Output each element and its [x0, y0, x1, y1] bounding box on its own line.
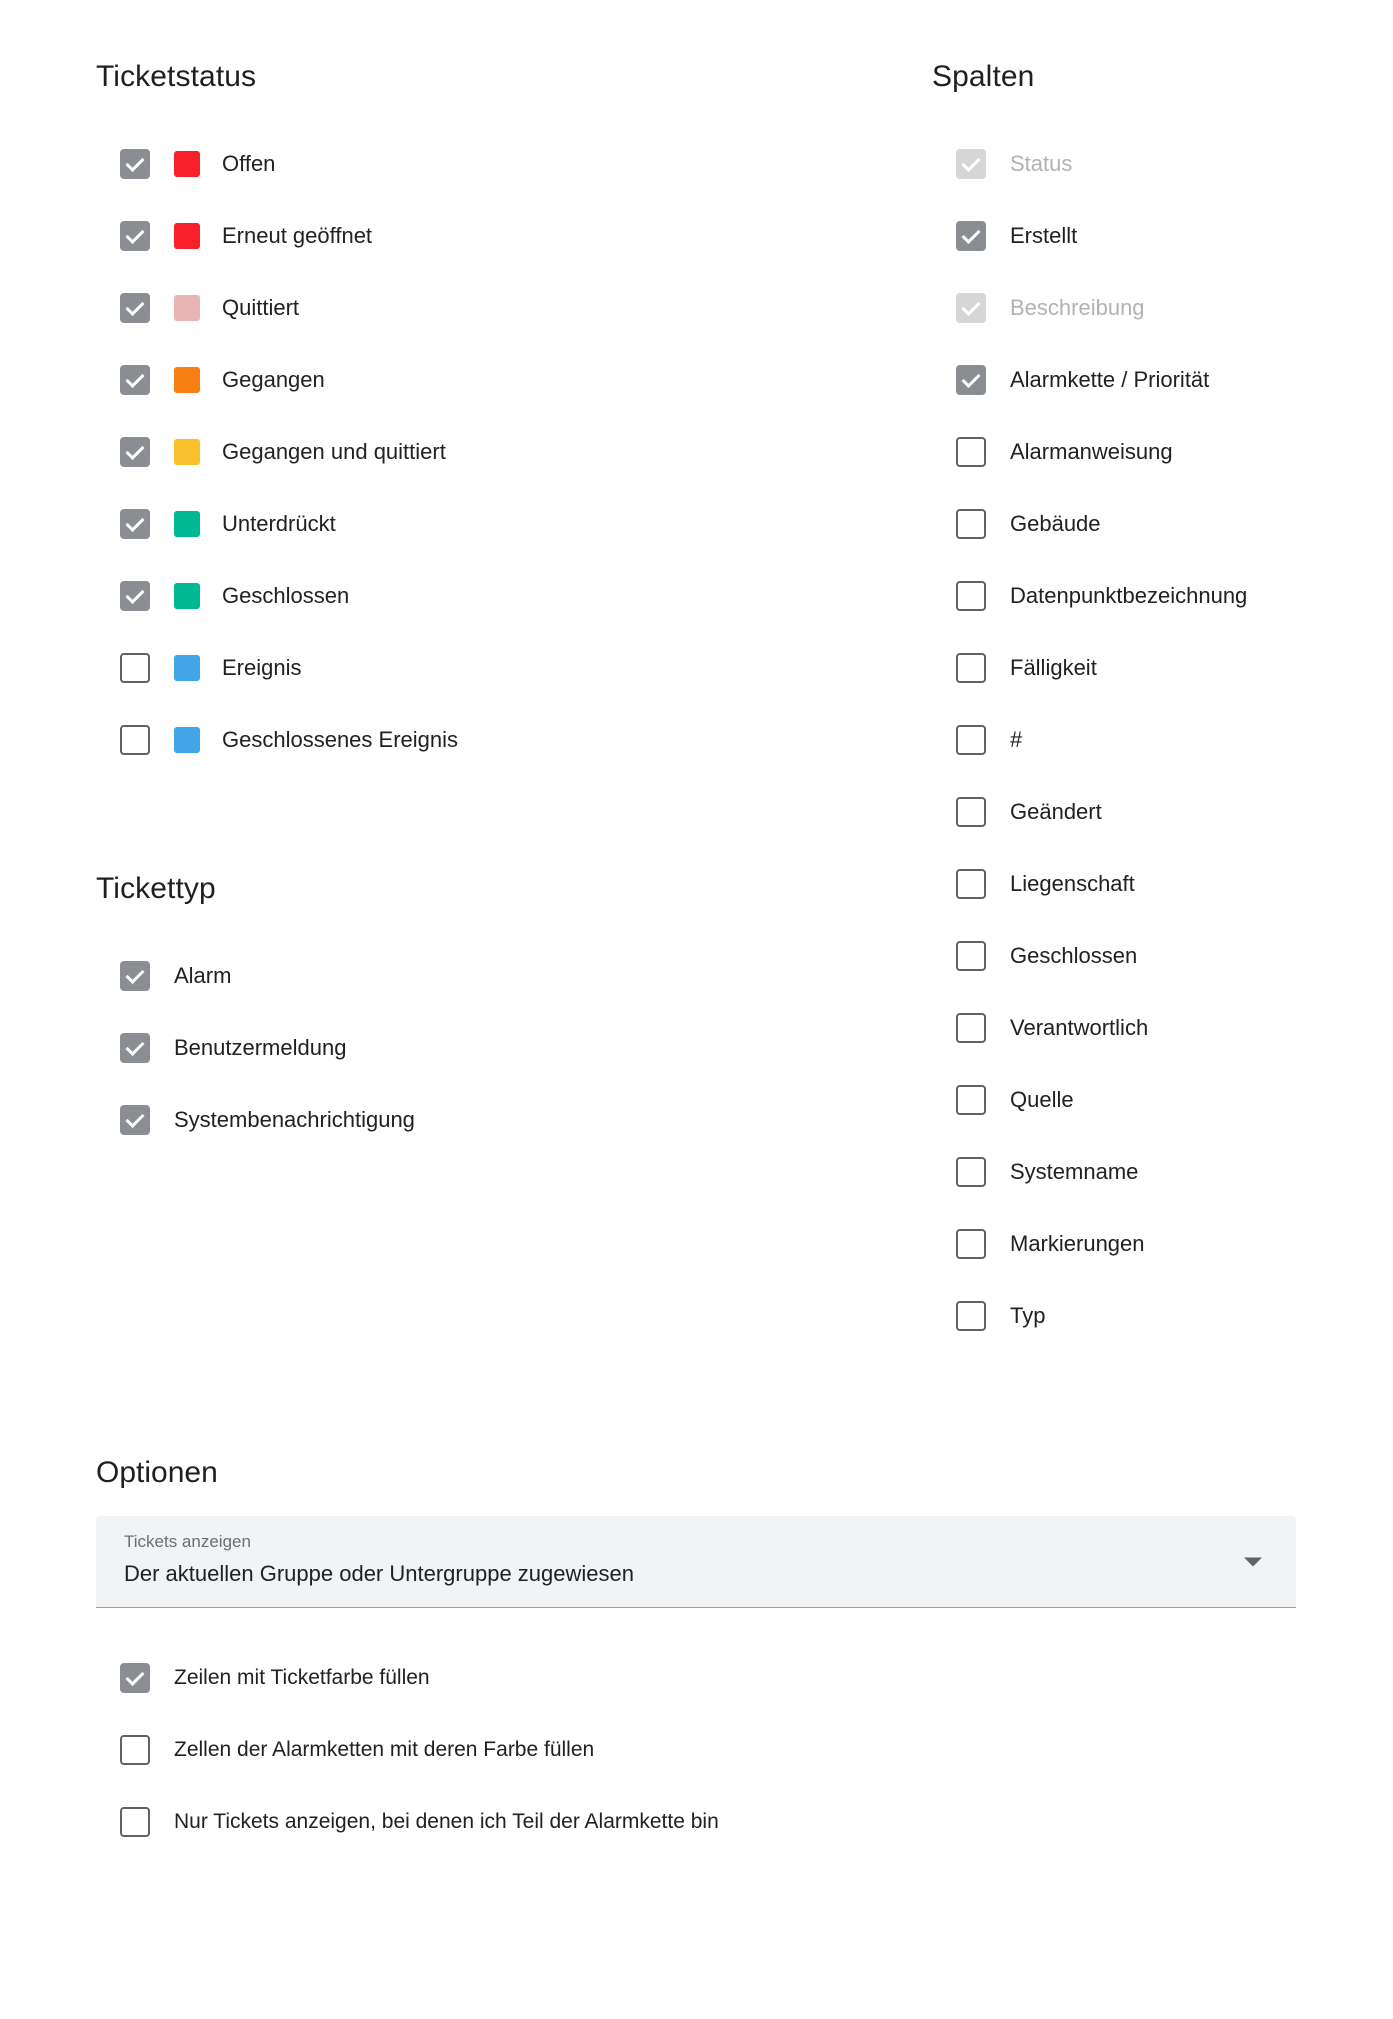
check-row[interactable]: [96, 704, 932, 776]
checkbox-unchecked-icon[interactable]: [956, 869, 986, 899]
check-row-label: Nur Tickets anzeigen, bei denen ich Teil der Alarmkette bin: [174, 1810, 719, 1834]
ticketstatus-list: [96, 128, 932, 776]
checkbox-unchecked-icon[interactable]: [956, 581, 986, 611]
check-row[interactable]: [932, 1136, 1297, 1208]
check-row[interactable]: [96, 200, 932, 272]
checkbox-checked-icon[interactable]: [120, 437, 150, 467]
check-row-label: Markierungen: [1010, 1230, 1145, 1256]
tickets-anzeigen-select[interactable]: [96, 1516, 1296, 1608]
check-row-label: Offen: [222, 150, 276, 176]
checkbox-unchecked-icon[interactable]: [956, 509, 986, 539]
check-row-label: Systembenachrichtigung: [174, 1106, 415, 1132]
checkbox-unchecked-icon[interactable]: [956, 1301, 986, 1331]
status-color-swatch: [174, 295, 200, 321]
settings-columns: [96, 60, 1297, 1352]
checkbox-checked-icon[interactable]: [120, 149, 150, 179]
checkbox-unchecked-icon[interactable]: [120, 653, 150, 683]
check-row-label: Geschlossen: [1010, 942, 1138, 968]
check-row[interactable]: [96, 416, 932, 488]
check-row-label: Zeilen mit Ticketfarbe füllen: [174, 1666, 430, 1690]
check-row[interactable]: [96, 344, 932, 416]
checkbox-checked-icon[interactable]: [956, 365, 986, 395]
checkbox-checked-icon[interactable]: [120, 961, 150, 991]
check-row[interactable]: [932, 920, 1297, 992]
check-row[interactable]: [932, 1280, 1297, 1352]
check-row-label: Geschlossenes Ereignis: [222, 726, 459, 752]
check-row-label: Erneut geöffnet: [222, 222, 373, 248]
check-row[interactable]: [932, 704, 1297, 776]
optionen-heading: Optionen: [96, 1456, 218, 1489]
ticketstatus-heading: Ticketstatus: [96, 60, 257, 93]
checkbox-checked-icon[interactable]: [120, 1033, 150, 1063]
check-row[interactable]: [932, 992, 1297, 1064]
check-row[interactable]: [932, 272, 1297, 344]
check-row[interactable]: [96, 1012, 932, 1084]
checkbox-unchecked-icon[interactable]: [120, 725, 150, 755]
check-row-label: Systemname: [1010, 1158, 1139, 1184]
check-row-label: #: [1010, 726, 1023, 752]
check-row[interactable]: [932, 200, 1297, 272]
checkbox-unchecked-icon[interactable]: [956, 1229, 986, 1259]
check-row[interactable]: [96, 940, 932, 1012]
check-row-label: Fälligkeit: [1010, 654, 1097, 680]
checkbox-unchecked-icon[interactable]: [956, 941, 986, 971]
tickets-anzeigen-value: Der aktuellen Gruppe oder Untergruppe zugewiesen: [124, 1561, 634, 1587]
checkbox-checked-icon[interactable]: [120, 581, 150, 611]
checkbox-checked-icon[interactable]: [120, 365, 150, 395]
check-row[interactable]: [96, 1714, 1297, 1786]
check-row-label: Ereignis: [222, 654, 302, 680]
check-row[interactable]: [932, 632, 1297, 704]
status-color-swatch: [174, 511, 200, 537]
status-color-swatch: [174, 151, 200, 177]
checkbox-checked-icon[interactable]: [120, 509, 150, 539]
check-row[interactable]: [932, 1064, 1297, 1136]
checkbox-checked-icon[interactable]: [120, 293, 150, 323]
check-row[interactable]: [932, 776, 1297, 848]
checkbox-unchecked-icon[interactable]: [120, 1807, 150, 1837]
check-row[interactable]: [96, 488, 932, 560]
check-row-label: Gegangen und quittiert: [222, 438, 446, 464]
checkbox-checked-icon[interactable]: [120, 1663, 150, 1693]
check-row[interactable]: [932, 488, 1297, 560]
left-column: [96, 60, 932, 1156]
check-row-label: Gegangen: [222, 366, 325, 392]
checkbox-unchecked-icon[interactable]: [956, 653, 986, 683]
check-row-label: Beschreibung: [1010, 294, 1145, 320]
check-row[interactable]: [932, 1208, 1297, 1280]
check-row-label: Quittiert: [222, 294, 300, 320]
check-row-label: Status: [1010, 150, 1073, 176]
checkbox-unchecked-icon[interactable]: [120, 1735, 150, 1765]
checkbox-unchecked-icon[interactable]: [956, 1085, 986, 1115]
check-row-label: Geändert: [1010, 798, 1102, 824]
right-column: [932, 60, 1297, 1352]
check-row-label: Datenpunktbezeichnung: [1010, 582, 1248, 608]
spalten-heading: Spalten: [932, 60, 1035, 93]
check-row-label: Alarmkette / Priorität: [1010, 366, 1210, 392]
optionen-list: [96, 1642, 1297, 1858]
checkbox-unchecked-icon[interactable]: [956, 437, 986, 467]
status-color-swatch: [174, 223, 200, 249]
check-row[interactable]: [96, 1084, 932, 1156]
check-row[interactable]: [932, 416, 1297, 488]
check-row-label: Erstellt: [1010, 222, 1078, 248]
checkbox-checked-icon[interactable]: [120, 221, 150, 251]
checkbox-checked-icon[interactable]: [956, 221, 986, 251]
check-row[interactable]: [932, 560, 1297, 632]
check-row-label: Gebäude: [1010, 510, 1101, 536]
check-row-label: Geschlossen: [222, 582, 350, 608]
check-row-label: Quelle: [1010, 1086, 1074, 1112]
tickets-anzeigen-label: Tickets anzeigen: [124, 1532, 251, 1551]
checkbox-unchecked-icon[interactable]: [956, 797, 986, 827]
tickettyp-heading: Tickettyp: [96, 872, 216, 905]
check-row-label: Benutzermeldung: [174, 1034, 347, 1060]
check-row-label: Typ: [1010, 1302, 1046, 1328]
check-row[interactable]: [96, 128, 932, 200]
checkbox-checked-icon: [956, 149, 986, 179]
status-color-swatch: [174, 583, 200, 609]
check-row[interactable]: [932, 128, 1297, 200]
chevron-down-icon[interactable]: [1244, 1557, 1262, 1566]
check-row-label: Unterdrückt: [222, 510, 336, 536]
status-color-swatch: [174, 655, 200, 681]
checkbox-checked-icon: [956, 293, 986, 323]
check-row[interactable]: [932, 344, 1297, 416]
check-row[interactable]: [96, 632, 932, 704]
spalten-list: [932, 128, 1297, 1352]
checkbox-checked-icon[interactable]: [120, 1105, 150, 1135]
checkbox-unchecked-icon[interactable]: [956, 725, 986, 755]
check-row[interactable]: [96, 272, 932, 344]
check-row[interactable]: [96, 1786, 1297, 1858]
status-color-swatch: [174, 367, 200, 393]
check-row-label: Alarmanweisung: [1010, 438, 1173, 464]
tickettyp-list: [96, 940, 932, 1156]
checkbox-unchecked-icon[interactable]: [956, 1157, 986, 1187]
check-row-label: Verantwortlich: [1010, 1014, 1149, 1040]
status-color-swatch: [174, 727, 200, 753]
check-row-label: Zellen der Alarmketten mit deren Farbe füllen: [174, 1738, 595, 1762]
check-row-label: Alarm: [174, 962, 232, 988]
check-row[interactable]: [96, 560, 932, 632]
checkbox-unchecked-icon[interactable]: [956, 1013, 986, 1043]
check-row[interactable]: [96, 1642, 1297, 1714]
check-row[interactable]: [932, 848, 1297, 920]
status-color-swatch: [174, 439, 200, 465]
check-row-label: Liegenschaft: [1010, 870, 1135, 896]
